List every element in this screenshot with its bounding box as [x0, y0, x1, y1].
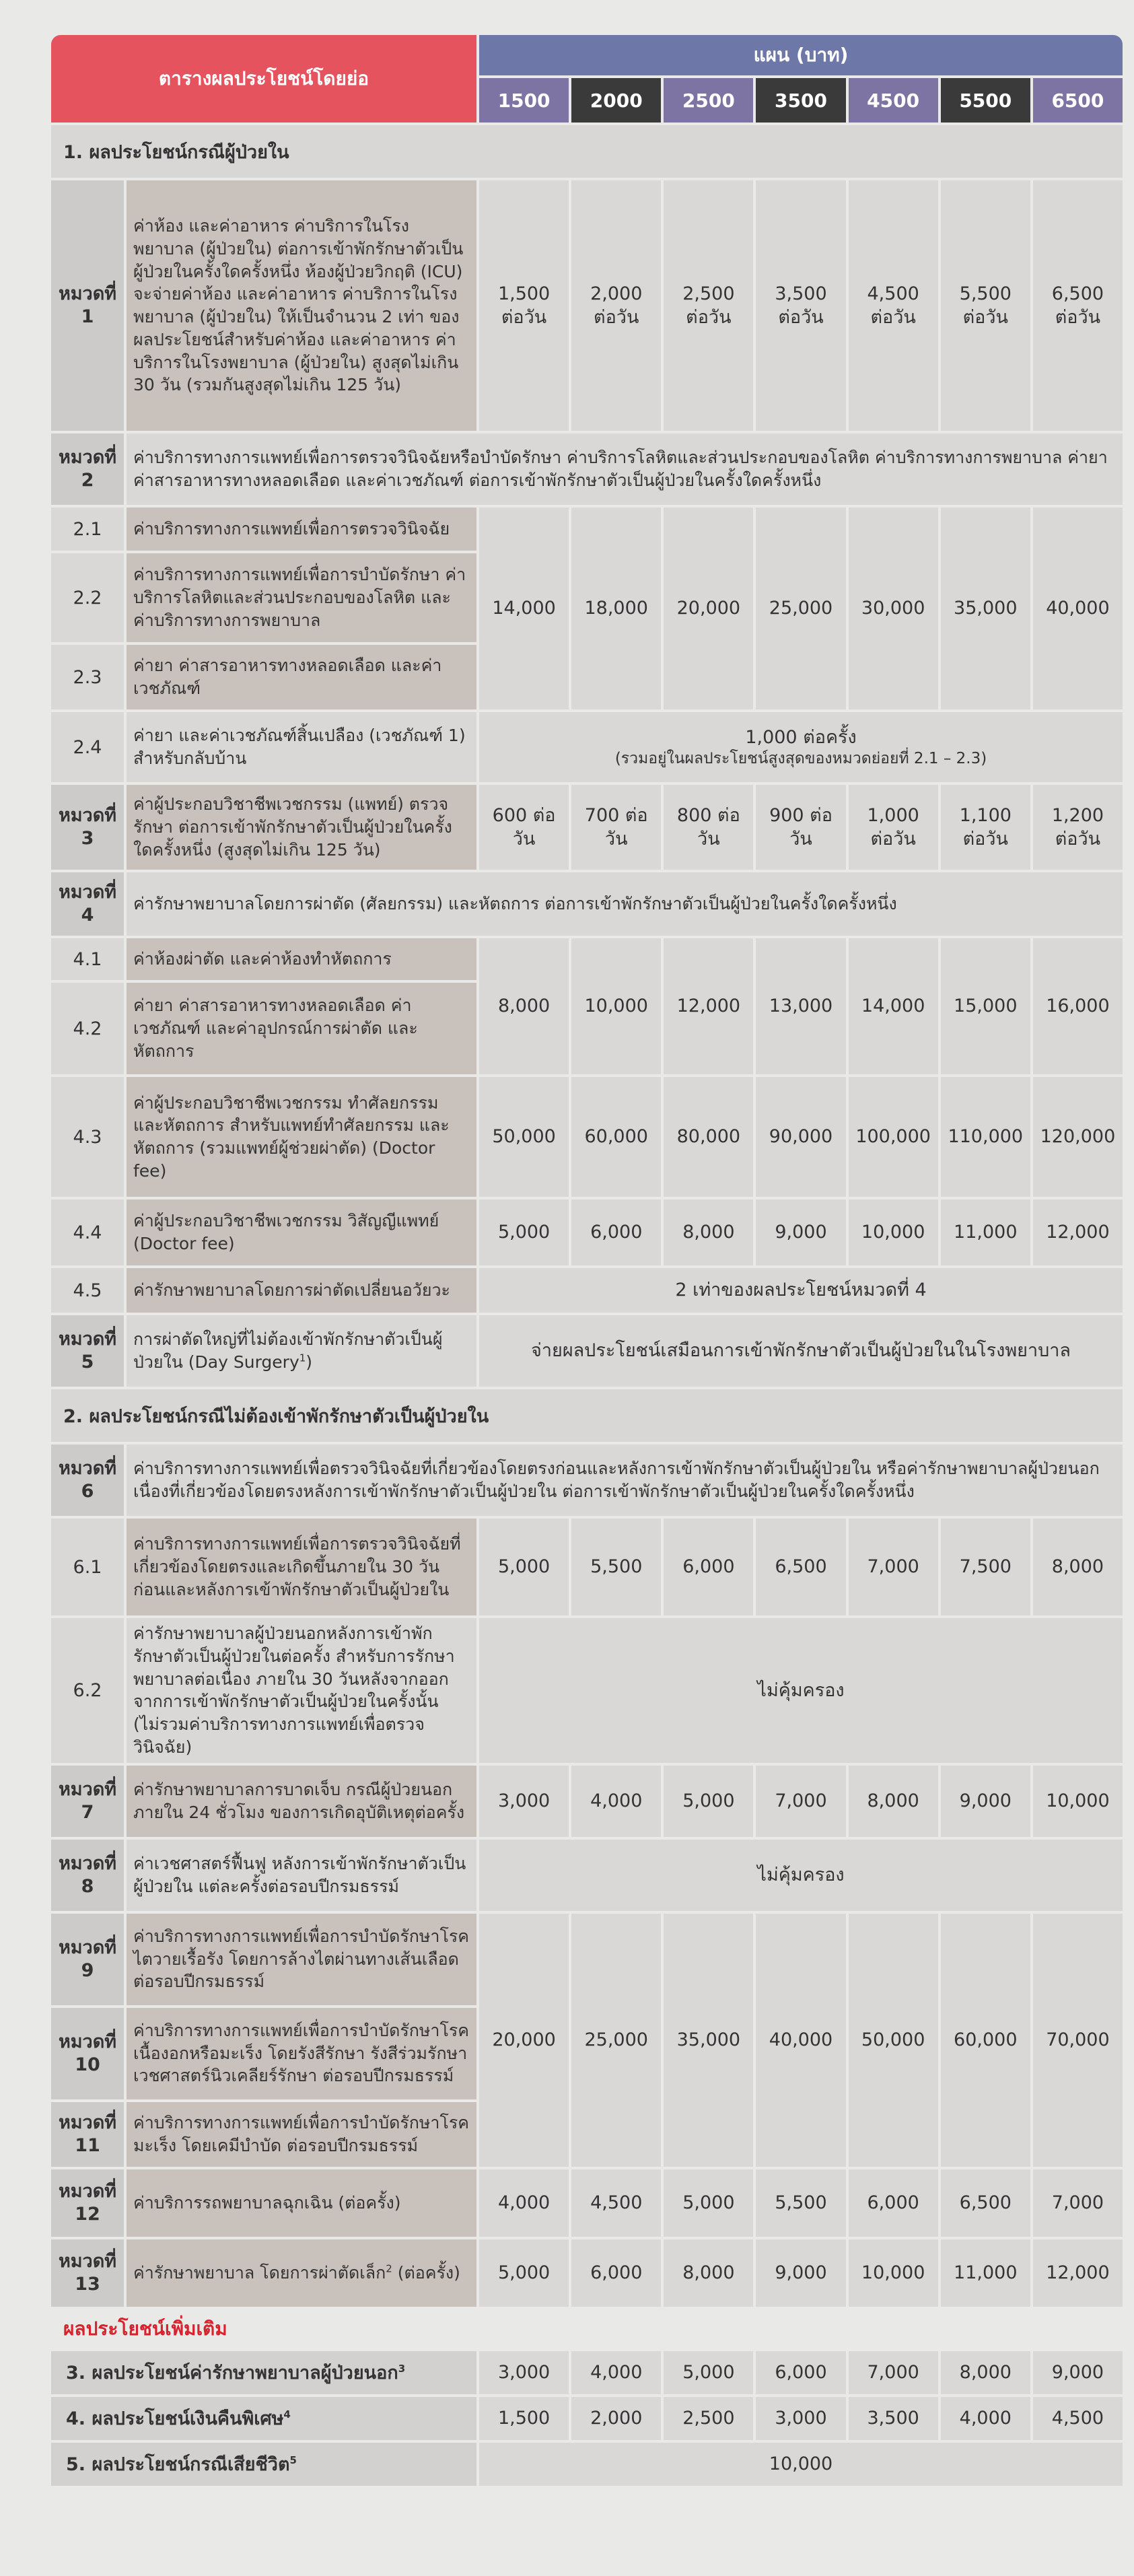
value-cell: 1,000 ต่อวัน	[849, 785, 938, 870]
extra-benefit-text: 5. ผลประโยชน์กรณีเสียชีวิต	[66, 2454, 290, 2475]
value-cell: 40,000	[1033, 508, 1123, 709]
cat-desc	[127, 1315, 476, 1387]
value-cell: 120,000	[1033, 1077, 1123, 1197]
value-cell: 5,500 ต่อวัน	[941, 180, 1030, 431]
value-cell: 2,500	[664, 2397, 753, 2440]
value-cell: 7,000	[756, 1766, 845, 1837]
value-cell: 40,000	[756, 1914, 845, 2167]
merged-value: ไม่คุ้มครอง	[479, 1840, 1123, 1911]
section-1-title: 1. ผลประโยชน์กรณีผู้ป่วยใน	[51, 125, 1123, 178]
cat-desc-end: (ต่อครั้ง)	[392, 2262, 460, 2283]
value-cell: 13,000	[756, 938, 845, 1074]
table-row	[51, 1618, 1123, 1763]
value-cell: 35,000	[664, 1914, 753, 2167]
value-cell: 6,000	[571, 1199, 661, 1265]
sub-number: 6.1	[51, 1519, 124, 1615]
plan-3500: 3500	[756, 78, 845, 123]
extra-benefit-label	[51, 2351, 476, 2394]
cat-desc-text: การผ่าตัดใหญ่ที่ไม่ต้องเข้าพักรักษาตัวเป็นผู้ป่วยใน (Day Surgery	[133, 1329, 443, 1372]
value-cell: 20,000	[664, 508, 753, 709]
table-row	[51, 2443, 1123, 2486]
table-row	[51, 2351, 1123, 2394]
cat-desc: ค่ารักษาพยาบาลโดยการผ่าตัด (ศัลยกรรม) และหัตถการ ต่อการเข้าพักรักษาตัวเป็นผู้ป่วยในครั้งใดครั้งหนึ่ง	[127, 872, 1123, 936]
sub-number: 2.4	[51, 712, 124, 782]
cat-desc: ค่าบริการทางการแพทย์เพื่อการบำบัดรักษาโรคมะเร็ง โดยเคมีบำบัด ต่อรอบปีกรมธรรม์	[127, 2102, 476, 2167]
value-cell: 1,500 ต่อวัน	[479, 180, 569, 431]
value-cell: 25,000	[571, 1914, 661, 2167]
value-cell: 4,000	[571, 2351, 661, 2394]
extra-benefits-heading: ผลประโยชน์เพิ่มเติม	[63, 2317, 227, 2340]
extra-benefit-label	[51, 2397, 476, 2440]
value-cell: 7,000	[849, 2351, 938, 2394]
value-cell: 1,100 ต่อวัน	[941, 785, 1030, 870]
value-cell: 6,000	[756, 2351, 845, 2394]
value-cell: 1,200 ต่อวัน	[1033, 785, 1123, 870]
value-cell: 5,000	[479, 2239, 569, 2307]
merged-value: 2 เท่าของผลประโยชน์หมวดที่ 4	[479, 1268, 1123, 1313]
sub-number: 2.1	[51, 508, 124, 551]
cat-desc: ค่าเวชศาสตร์ฟื้นฟู หลังการเข้าพักรักษาตัวเป็นผู้ป่วยใน แต่ละครั้งต่อรอบปีกรมธรรม์	[127, 1840, 476, 1911]
table-row	[51, 2239, 1123, 2307]
sub-desc: ค่าผู้ประกอบวิชาชีพเวชกรรม วิสัญญีแพทย์ (Doctor fee)	[127, 1199, 476, 1265]
value-cell: 30,000	[849, 508, 938, 709]
value-cell: 11,000	[941, 2239, 1030, 2307]
cat-desc	[127, 2239, 476, 2307]
sub-number: 4.3	[51, 1077, 124, 1197]
footnote-mark: 5	[289, 2454, 297, 2466]
value-cell: 3,000	[756, 2397, 845, 2440]
sub-number: 4.5	[51, 1268, 124, 1313]
table-row	[51, 1519, 1123, 1615]
sub-desc: ค่าบริการทางการแพทย์เพื่อการบำบัดรักษา ค่าบริการโลหิตและส่วนประกอบของโลหิต และค่าบริการทางการพยาบาล	[127, 553, 476, 642]
cat-label: หมวดที่ 3	[51, 785, 124, 870]
value-cell: 90,000	[756, 1077, 845, 1197]
value-cell: 50,000	[479, 1077, 569, 1197]
value-cell: 3,500	[849, 2397, 938, 2440]
cat-label: หมวดที่ 5	[51, 1315, 124, 1387]
cat-desc: ค่ารักษาพยาบาลการบาดเจ็บ กรณีผู้ป่วยนอกภายใน 24 ชั่วโมง ของการเกิดอุบัติเหตุต่อครั้ง	[127, 1766, 476, 1837]
plan-6500: 6500	[1033, 78, 1123, 123]
table-row	[51, 180, 1123, 431]
table-row	[51, 1199, 1123, 1265]
value-cell: 6,000	[849, 2169, 938, 2237]
sub-number: 4.2	[51, 983, 124, 1074]
table-row	[51, 938, 1123, 980]
table-row	[51, 1444, 1123, 1516]
value-cell: 7,500	[941, 1519, 1030, 1615]
cat-desc: ค่าห้อง และค่าอาหาร ค่าบริการในโรงพยาบาล (ผู้ป่วยใน) ต่อการเข้าพักรักษาตัวเป็นผู้ป่วยในครั้งใดครั้งหนึ่ง ห้องผู้ป่วยวิกฤติ (ICU) จะจ่ายค่าห้อง และค่าอาหาร ค่าบริการในโรงพยาบาล (ผู้ป่วยใน) ให้เป็นจำนวน 2 เท่า ของผลประโยชน์สำหรับค่าห้อง และค่าอาหาร ค่าบริการในโรงพยาบาล (ผู้ป่วยใน) สูงสุดไม่เกิน 30 วัน (รวมกันสูงสุดไม่เกิน 125 วัน)	[127, 180, 476, 431]
table-row	[51, 433, 1123, 505]
value-cell: 9,000	[941, 1766, 1030, 1837]
sub-number: 4.4	[51, 1199, 124, 1265]
sub-desc: ค่าบริการทางการแพทย์เพื่อการตรวจวินิจฉัย	[127, 508, 476, 551]
value-cell: 60,000	[941, 1914, 1030, 2167]
plan-label: แผน (บาท)	[479, 35, 1123, 75]
cat-label: หมวดที่ 6	[51, 1444, 124, 1516]
value-cell: 900 ต่อวัน	[756, 785, 845, 870]
plan-1500: 1500	[479, 78, 569, 123]
table-row	[51, 1315, 1123, 1387]
value-cell: 9,000	[1033, 2351, 1123, 2394]
cat-desc-text: ค่ารักษาพยาบาล โดยการผ่าตัดเล็ก	[133, 2262, 386, 2283]
value-cell: 80,000	[664, 1077, 753, 1197]
sub-number: 4.1	[51, 938, 124, 980]
value-cell: 50,000	[849, 1914, 938, 2167]
value-cell: 2,000 ต่อวัน	[571, 180, 661, 431]
value-cell: 8,000	[1033, 1519, 1123, 1615]
value-cell: 10,000	[571, 938, 661, 1074]
value-cell: 5,000	[479, 1519, 569, 1615]
value-cell: 6,500 ต่อวัน	[1033, 180, 1123, 431]
cat-label: หมวดที่ 7	[51, 1766, 124, 1837]
extra-benefit-text: 3. ผลประโยชน์ค่ารักษาพยาบาลผู้ป่วยนอก	[66, 2363, 398, 2383]
sub-desc: ค่ารักษาพยาบาลโดยการผ่าตัดเปลี่ยนอวัยวะ	[127, 1268, 476, 1313]
value-cell: 4,000	[479, 2169, 569, 2237]
value-cell: 5,000	[664, 2169, 753, 2237]
value-cell: 4,500	[571, 2169, 661, 2237]
merged-value-main: 1,000 ต่อครั้ง	[745, 726, 857, 748]
sub-desc: ค่ารักษาพยาบาลผู้ป่วยนอกหลังการเข้าพักรักษาตัวเป็นผู้ป่วยในต่อครั้ง สำหรับการรักษาพยาบาลต่อเนื่อง ภายใน 30 วันหลังจากออกจากการเข้าพักรักษาตัวเป็นผู้ป่วยในครั้งนั้น (ไม่รวมค่าบริการทางการแพทย์เพื่อตรวจวินิจฉัย)	[127, 1618, 476, 1763]
footnote-mark: 3	[398, 2363, 406, 2375]
value-cell: 10,000	[849, 2239, 938, 2307]
value-cell: 5,000	[664, 1766, 753, 1837]
sub-number: 2.2	[51, 553, 124, 642]
cat-label: หมวดที่ 1	[51, 180, 124, 431]
value-cell: 100,000	[849, 1077, 938, 1197]
value-cell: 12,000	[1033, 1199, 1123, 1265]
sub-desc: ค่าบริการทางการแพทย์เพื่อการตรวจวินิจฉัยที่เกี่ยวข้องโดยตรงและเกิดขึ้นภายใน 30 วัน ก่อนและหลังการเข้าพักรักษาตัวเป็นผู้ป่วยใน	[127, 1519, 476, 1615]
value-cell: 6,000	[664, 1519, 753, 1615]
value-cell: 10,000	[1033, 1766, 1123, 1837]
value-cell: 8,000	[664, 2239, 753, 2307]
value-cell: 3,000	[479, 1766, 569, 1837]
extra-benefit-text: 4. ผลประโยชน์เงินคืนพิเศษ	[66, 2408, 284, 2429]
table-row	[51, 1268, 1123, 1313]
sub-desc: ค่าห้องผ่าตัด และค่าห้องทำหัตถการ	[127, 938, 476, 980]
cat-label: หมวดที่ 12	[51, 2169, 124, 2237]
value-cell: 12,000	[1033, 2239, 1123, 2307]
value-cell: 25,000	[756, 508, 845, 709]
value-cell: 8,000	[941, 2351, 1030, 2394]
value-cell: 1,500	[479, 2397, 569, 2440]
cat-desc: ค่าบริการทางการแพทย์เพื่อการบำบัดรักษาโรคไตวายเรื้อรัง โดยการล้างไตผ่านทางเส้นเลือด ต่อรอบปีกรมธรรม์	[127, 1914, 476, 2005]
plan-5500: 5500	[941, 78, 1030, 123]
cat-label: หมวดที่ 10	[51, 2008, 124, 2099]
value-cell: 15,000	[941, 938, 1030, 1074]
table-row	[51, 785, 1123, 870]
value-cell: 12,000	[664, 938, 753, 1074]
value-cell: 700 ต่อวัน	[571, 785, 661, 870]
table-row	[51, 1077, 1123, 1197]
merged-value	[479, 712, 1123, 782]
footnote-mark: 4	[283, 2408, 291, 2421]
value-cell: 4,500	[1033, 2397, 1123, 2440]
value-cell: 110,000	[941, 1077, 1030, 1197]
value-cell: 20,000	[479, 1914, 569, 2167]
benefit-table	[48, 32, 1125, 2488]
sub-desc: ค่ายา ค่าสารอาหารทางหลอดเลือด ค่าเวชภัณฑ์ และค่าอุปกรณ์การผ่าตัด และหัตถการ	[127, 983, 476, 1074]
sub-desc: ค่ายา และค่าเวชภัณฑ์สิ้นเปลือง (เวชภัณฑ์ 1) สำหรับกลับบ้าน	[127, 712, 476, 782]
cat-label: หมวดที่ 4	[51, 872, 124, 936]
table-row	[51, 1766, 1123, 1837]
cat-label: หมวดที่ 11	[51, 2102, 124, 2167]
value-cell: 4,500 ต่อวัน	[849, 180, 938, 431]
merged-value: 10,000	[479, 2443, 1123, 2486]
value-cell: 800 ต่อวัน	[664, 785, 753, 870]
sub-number: 2.3	[51, 645, 124, 709]
value-cell: 8,000	[849, 1766, 938, 1837]
value-cell: 9,000	[756, 2239, 845, 2307]
section-2-title: 2. ผลประโยชน์กรณีไม่ต้องเข้าพักรักษาตัวเป็นผู้ป่วยใน	[51, 1389, 1123, 1442]
cat-desc: ค่าบริการทางการแพทย์เพื่อตรวจวินิจฉัยที่เกี่ยวข้องโดยตรงก่อนและหลังการเข้าพักรักษาตัวเป็นผู้ป่วยใน หรือค่ารักษาพยาบาลผู้ป่วยนอกเนื่องที่เกี่ยวข้องโดยตรงหลังการเข้าพักรักษาตัวเป็นผู้ป่วยใน ต่อการเข้าพักรักษาตัวเป็นผู้ป่วยในครั้งใดครั้งหนึ่ง	[127, 1444, 1123, 1516]
value-cell: 11,000	[941, 1199, 1030, 1265]
plan-2000: 2000	[571, 78, 661, 123]
value-cell: 3,000	[479, 2351, 569, 2394]
cat-desc: ค่าบริการรถพยาบาลฉุกเฉิน (ต่อครั้ง)	[127, 2169, 476, 2237]
cat-desc: ค่าบริการทางการแพทย์เพื่อการบำบัดรักษาโรคเนื้องอกหรือมะเร็ง โดยรังสีรักษา รังสีร่วมรักษา เวชศาสตร์นิวเคลียร์รักษา ต่อรอบปีกรมธรรม์	[127, 2008, 476, 2099]
table-row	[51, 1914, 1123, 2005]
extra-benefit-label	[51, 2443, 476, 2486]
value-cell: 10,000	[849, 1199, 938, 1265]
value-cell: 6,500	[756, 1519, 845, 1615]
value-cell: 14,000	[849, 938, 938, 1074]
value-cell: 60,000	[571, 1077, 661, 1197]
plan-4500: 4500	[849, 78, 938, 123]
value-cell: 9,000	[756, 1199, 845, 1265]
cat-label: หมวดที่ 2	[51, 433, 124, 505]
value-cell: 7,000	[1033, 2169, 1123, 2237]
cat-label: หมวดที่ 9	[51, 1914, 124, 2005]
merged-value: จ่ายผลประโยชน์เสมือนการเข้าพักรักษาตัวเป็นผู้ป่วยในในโรงพยาบาล	[479, 1315, 1123, 1387]
value-cell: 8,000	[664, 1199, 753, 1265]
table-title: ตารางผลประโยชน์โดยย่อ	[51, 35, 476, 123]
merged-value: ไม่คุ้มครอง	[479, 1618, 1123, 1763]
merged-value-note: (รวมอยู่ในผลประโยชน์สูงสุดของหมวดย่อยที่ 2.1 – 2.3)	[614, 749, 987, 767]
table-row	[51, 508, 1123, 551]
value-cell: 6,500	[941, 2169, 1030, 2237]
cat-label: หมวดที่ 8	[51, 1840, 124, 1911]
sub-desc: ค่ายา ค่าสารอาหารทางหลอดเลือด และค่าเวชภัณฑ์	[127, 645, 476, 709]
value-cell: 7,000	[849, 1519, 938, 1615]
value-cell: 600 ต่อวัน	[479, 785, 569, 870]
cat-desc-end: )	[306, 1352, 313, 1372]
value-cell: 4,000	[941, 2397, 1030, 2440]
footnote-mark: 1	[299, 1352, 306, 1364]
value-cell: 3,500 ต่อวัน	[756, 180, 845, 431]
value-cell: 2,000	[571, 2397, 661, 2440]
value-cell: 6,000	[571, 2239, 661, 2307]
header-row	[51, 35, 1123, 75]
value-cell: 8,000	[479, 938, 569, 1074]
cat-label: หมวดที่ 13	[51, 2239, 124, 2307]
footnote-mark: 2	[386, 2262, 392, 2275]
table-row	[51, 1840, 1123, 1911]
value-cell: 4,000	[571, 1766, 661, 1837]
sub-desc: ค่าผู้ประกอบวิชาชีพเวชกรรม ทำศัลยกรรม และหัตถการ สำหรับแพทย์ทำศัลยกรรม และหัตถการ (รวมแพทย์ผู้ช่วยผ่าตัด) (Doctor fee)	[127, 1077, 476, 1197]
value-cell: 5,000	[664, 2351, 753, 2394]
table-row	[51, 872, 1123, 936]
value-cell: 2,500 ต่อวัน	[664, 180, 753, 431]
table-row	[51, 2397, 1123, 2440]
value-cell: 35,000	[941, 508, 1030, 709]
value-cell: 16,000	[1033, 938, 1123, 1074]
cat-desc: ค่าบริการทางการแพทย์เพื่อการตรวจวินิจฉัยหรือบำบัดรักษา ค่าบริการโลหิตและส่วนประกอบของโลหิต ค่าบริการทางการพยาบาล ค่ายา ค่าสารอาหารทางหลอดเลือด และค่าเวชภัณฑ์ ต่อการเข้าพักรักษาตัวเป็นผู้ป่วยในครั้งใดครั้งหนึ่ง	[127, 433, 1123, 505]
plan-2500: 2500	[664, 78, 753, 123]
sub-number: 6.2	[51, 1618, 124, 1763]
value-cell: 14,000	[479, 508, 569, 709]
cat-desc: ค่าผู้ประกอบวิชาชีพเวชกรรม (แพทย์) ตรวจรักษา ต่อการเข้าพักรักษาตัวเป็นผู้ป่วยในครั้งใดครั้งหนึ่ง (สูงสุดไม่เกิน 125 วัน)	[127, 785, 476, 870]
table-row	[51, 2169, 1123, 2237]
table-row	[51, 712, 1123, 782]
value-cell: 70,000	[1033, 1914, 1123, 2167]
value-cell: 18,000	[571, 508, 661, 709]
value-cell: 5,500	[571, 1519, 661, 1615]
value-cell: 5,500	[756, 2169, 845, 2237]
value-cell: 5,000	[479, 1199, 569, 1265]
